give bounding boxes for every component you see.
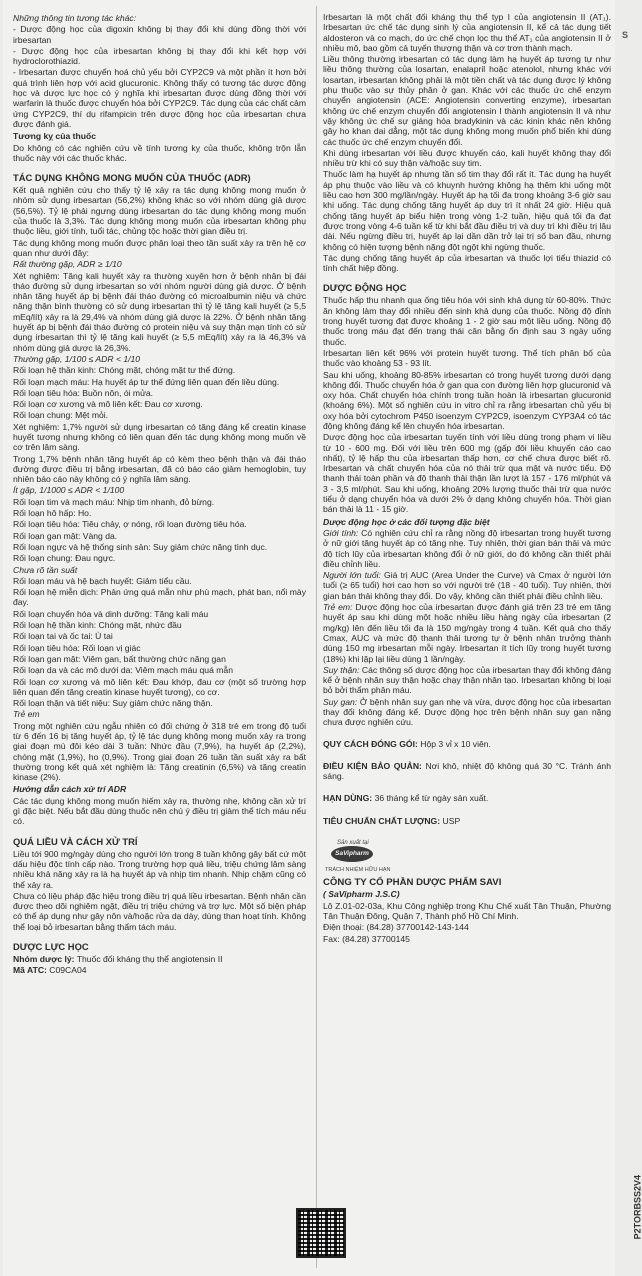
company-phone: Điện thoại: (84.28) 37700142-143-144 xyxy=(323,922,469,933)
pk-child-text: Dược động học của irbesartan được đánh giá trên 23 trẻ em tăng huyết áp sau khi dùng một hoặc nhiều liều hàng ngày của irbesartan (2 mg/kg) lên đến liều tối đa là 150 mg/ngày trong 4 tuần. Kết quả cho thấy Cmax, AUC và mức độ thanh thải tương tự ở bệnh nhân trưởng thành dùng 150 mg irbesartan mỗi ngày. Irbesartan ít tích lũy trong huyết tương (18%) khi lặp lại liều dùng 1 lần/ngày. xyxy=(323,602,612,664)
pd-group xyxy=(13,954,306,964)
rare-item: Rối loạn chuyển hóa và dinh dưỡng: Tăng kali máu xyxy=(13,608,209,619)
pd-group-value: Thuốc đối kháng thụ thể angiotensin II xyxy=(76,954,223,965)
pk-elder xyxy=(323,570,611,601)
pk-liver-text: Ở bệnh nhân suy gan nhẹ và vừa, dược động học của irbesartan thay đổi không đáng kể. Dược động học trên bệnh nhân suy gan nặng chưa được nghiên cứu. xyxy=(323,696,612,728)
pk-renal-label: Suy thận: xyxy=(323,664,360,675)
adr-freq: Tác dụng không mong muốn được phân loại theo tần suất xảy ra trên hệ cơ quan như dưới đây: xyxy=(13,237,306,258)
very-common-text: Xét nghiệm: Tăng kali huyết xảy ra thường xuyên hơn ở bệnh nhân bị đái tháo đường sử dụng irbesartan so với nhóm người dùng giả dược. Ở bệnh nhân tăng huyết áp bị bệnh đái tháo đường có microalbumin niệu và chức năng thận bình thường có sử dụng irbesartan thì tỷ lệ tăng kali huyết (≥ 5,5 mEq/lít) xảy ra là 29,4% và nhóm dùng giả dược là 22%. Ở bệnh nhân tăng huyết áp bị bệnh đái tháo đường có protein niệu và suy thận mạn tính có sử dụng irbesartan thì tỷ lệ tăng kali huyết (≥ 5,5 mEq/lít) xảy ra là 46,3% và nhóm dùng giả dược là 26,3%. xyxy=(13,270,306,353)
pk-elder-label: Người lớn tuổi: xyxy=(323,570,381,581)
incompat-text: Do không có các nghiên cứu về tính tương kỵ của thuốc, không trộn lẫn thuốc này với các thuốc khác. xyxy=(13,142,306,163)
uncommon-item: Rối loạn gan mật: Vàng da. xyxy=(13,530,118,541)
pk-sex-label: Giới tính: xyxy=(323,527,359,538)
packaging-value: Hộp 3 vỉ x 10 viên. xyxy=(420,738,491,749)
standard-label: TIÊU CHUẨN CHẤT LƯỢNG: xyxy=(323,815,441,826)
common-item: Trong 1,7% bệnh nhân tăng huyết áp có kèm theo bệnh thận và đái tháo đường được điều trị bằng irbesartan, đã có báo cáo giảm hemoglobin, tuy nhiên báo cáo này không có ý nghĩa lâm sàng. xyxy=(13,453,306,485)
rare-item: Rối loạn gan mật: Viêm gan, bất thường chức năng gan xyxy=(13,653,226,664)
interaction-item: - Dược động học của irbesartan không bị thay đổi khi kết hợp với hydroclorothiazid. xyxy=(13,45,306,67)
pk-text-4: Dược động học của irbesartan tuyến tính với liều dùng trong phạm vi liều từ 10 - 600 mg. Đối với liều trên 600 mg (gấp đôi liều khuyến cáo cao nhất), tỷ lệ hấp thu của irbesartan thấp hơn, cơ chế chưa được biết rõ. Irbesartan và chất chuyển hóa của nó thải trừ qua mật và nước tiểu. Độ thanh thải toàn phần và độ thanh thải thận lần lượt là 157 - 176 ml/phút và 3 - 3,5 ml/phút. Sau khi uống, khoảng 20% lượng thuốc thải trừ qua nước tiểu ở dạng chuyển hóa và dưới 2% ở dạng không chuyển hóa. Thời gian bán thải là 11 - 15 giờ. xyxy=(323,432,611,515)
packaging xyxy=(323,739,611,749)
leaflet-page xyxy=(3,0,615,1276)
common-item: Rối loạn hệ thần kinh: Chóng mặt, chóng mặt tư thế đứng. xyxy=(13,365,236,376)
overdose-text-1: Liều tới 900 mg/ngày dùng cho người lớn trong 8 tuần không gây bất cứ một dấu hiệu độc tính cấp nào. Trong trường hợp quá liều, triệu chứng lâm sàng nhiều khả năng xảy ra là hạ huyết áp và nhịp tim nhanh. Nhịp chậm cũng có thể xảy ra. xyxy=(13,848,306,890)
rare-item: Rối loạn thận và tiết niệu: Suy giảm chức năng thận. xyxy=(13,698,213,709)
overdose-text-2: Chưa có liệu pháp đặc hiệu trong điều trị quá liều irbesartan. Bệnh nhân cần được theo dõi nghiêm ngặt, điều trị triệu chứng và trợ lực. Một số biện pháp có thể áp dụng như gây nôn và/hoặc rửa dạ dày, dùng than hoạt tính. Không thể loại bỏ irbesartan bằng thẩm tách máu. xyxy=(13,890,306,932)
pk-text-3: Sau khi uống, khoảng 80-85% irbesartan có trong huyết tương dưới dạng không đổi. Thuốc chuyển hóa ở gan qua con đường liên hợp glucuronid và oxy hóa. Chất chuyển hóa chính trong tuần hoàn là irbesartan glucuronid (khoảng 6%). Một số nghiên cứu in vitro chỉ ra rằng irbesartan chủ yếu bị oxy hóa bởi cytochrom P450 isoenzym CYP2C9, isoenzym CYP3A4 có tác động không đáng kể lên chuyển hóa irbesartan. xyxy=(323,369,611,431)
expiry xyxy=(323,793,611,803)
product-info xyxy=(323,729,611,826)
expiry-label: HẠN DÙNG: xyxy=(323,793,373,804)
common-item: Xét nghiệm: 1,7% người sử dụng irbesartan có tăng đáng kể creatin kinase huyết tương nhưng không có liên quan đến tác dụng không mong muốn về cơ trên lâm sàng. xyxy=(13,421,306,453)
storage-label: ĐIỀU KIỆN BẢO QUẢN: xyxy=(323,760,422,771)
interaction-item: - Irbesartan được chuyển hoá chủ yếu bởi CYP2C9 và một phần ít hơn bởi quá trình liên hợp với acid glucuronic. Không thấy có tương tác dược động học và dược lực học có ý nghĩa khi irbesartan được dùng đồng thời với warfarin là thuốc được chuyển hóa bởi CYP2C9. Tác dụng của các chất cảm ứng CYP2C9, thí dụ rifampicin trên dược động học của irbesartan chưa được đánh giá. xyxy=(13,67,306,129)
pk-liver-label: Suy gan: xyxy=(323,696,358,707)
storage-value: Nơi khô, nhiệt độ không quá 30 °C. Tránh ánh sáng. xyxy=(323,760,611,782)
column-divider xyxy=(316,6,317,1268)
pk-liver xyxy=(323,697,611,728)
pd-atc-value: C09CA04 xyxy=(49,965,87,976)
very-common-heading: Rất thường gặp, ADR ≥ 1/10 xyxy=(13,259,122,270)
standard-value: USP xyxy=(442,815,461,826)
common-item: Rối loạn cơ xương và mô liên kết: Đau cơ xương. xyxy=(13,399,203,410)
children-text: Trong một nghiên cứu ngẫu nhiên có đối chứng ở 318 trẻ em trong độ tuổi từ 6 đến 16 bị tăng huyết áp, tỷ lệ tác dụng không mong muốn xảy ra trong giai đoạn mù đôi kéo dài 3 tuần: Nhức đầu (7,9%), hạ huyết áp (2,2%), chóng mặt (1,9%), ho (0,9%). Trong giai đoạn 26 tuần tần suất xảy ra bất thường trong kết quả xét nghiệm là: Tăng creatinin (6,5%) và tăng creatin kinase (2%). xyxy=(13,720,306,783)
pd-text-3: Khi dùng irbesartan với liều được khuyến cáo, kali huyết không thay đổi nhiều trừ khi có suy thận và/hoặc suy tim. xyxy=(323,147,611,169)
pk-renal-text: Các thông số dược động học của irbesartan thay đổi không đáng kể ở bệnh nhân suy thận hoặc chạy thận nhân tạo. Irbesartan không bị loại bỏ bởi thẩm phân máu. xyxy=(323,664,611,696)
rare-item: Rối loạn cơ xương và mô liên kết: Đau khớp, đau cơ (một số trường hợp liên quan đến tăng creatin kinase huyết tương), co cơ. xyxy=(13,676,306,697)
pk-text-1: Thuốc hấp thu nhanh qua ống tiêu hóa với sinh khả dụng từ 60-80%. Thức ăn không làm thay đổi nhiều đến sinh khả dụng của thuốc. Nồng độ đỉnh trong huyết tương đạt được khoảng 1 - 2 giờ sau một liều uống. Nồng độ thuốc trong máu đạt đến trạng thái cân bằng ổn định sau 3 ngày uống thuốc. xyxy=(323,295,611,347)
pk-sex xyxy=(323,528,611,569)
left-column xyxy=(13,12,306,1267)
print-code: P2TORBSS2V4 xyxy=(632,1175,642,1240)
uncommon-heading: Ít gặp, 1/1000 ≤ ADR < 1/100 xyxy=(13,485,125,496)
pd-group-label: Nhóm dược lý: xyxy=(13,954,75,965)
rare-item: Rối loạn tai và ốc tai: Ù tai xyxy=(13,631,113,642)
pk-text-2: Irbesartan liên kết 96% với protein huyết tương. Thể tích phân bố của thuốc vào khoảng 53 - 93 lít. xyxy=(323,347,611,369)
rare-item: Rối loạn hệ miễn dịch: Phản ứng quá mẫn như phù mạch, phát ban, nổi mày đay. xyxy=(13,587,306,608)
uncommon-item: Rối loạn ngực và hệ thống sinh sản: Suy giảm chức năng tình dục. xyxy=(13,541,268,552)
packaging-label: QUY CÁCH ĐÓNG GÓI: xyxy=(323,738,418,749)
incompat-title: Tương kỵ của thuốc xyxy=(13,131,97,142)
adr-title: TÁC DỤNG KHÔNG MONG MUỐN CỦA THUỐC (ADR) xyxy=(13,172,251,184)
common-heading: Thường gặp, 1/100 ≤ ADR < 1/10 xyxy=(13,353,141,364)
pk-child-label: Trẻ em: xyxy=(323,602,353,613)
pk-sex-text: Có nghiên cứu chỉ ra rằng nồng độ irbesartan trong huyết tương ở nữ giới tăng huyết áp có tăng nhẹ. Tuy nhiên, thời gian bán thải và mức độ tích lũy của irbesartan không đổi ở nữ giới, do đó không cần thiết phải điều chỉnh liều. xyxy=(323,527,611,569)
logo-subcaption: TRÁCH NHIỆM HỮU HẠN xyxy=(325,867,391,874)
uncommon-item: Rối loạn hô hấp: Ho. xyxy=(13,508,92,519)
pd-text-4: Thuốc làm hạ huyết áp nhưng tần số tim thay đổi rất ít. Tác dụng hạ huyết áp phụ thuộc vào liều và có khuynh hướng không hạ thêm khi uống một liều cao hơn 300 mg/lần/ngày. Huyết áp hạ tối đa trong khoảng 3-6 giờ sau khi uống. Tác dụng chống tăng huyết áp duy trì ít nhất 24 giờ. Hiệu quả chống tăng huyết áp biểu hiện trong vòng 1-2 tuần, hiệu quả tối đa đạt được trong vòng 4-6 tuần kể từ khi bắt đầu điều trị và duy trì khi điều trị lâu dài. Nếu ngừng điều trị, huyết áp lại dần dần trở lại trị số ban đầu, nhưng không có hiện tượng bệnh nặng đột ngột khi ngừng thuốc. xyxy=(323,169,611,252)
common-item: Rối loạn chung: Mệt mỏi. xyxy=(13,410,109,421)
company-short-name: ( SaVipharm J.S.C) xyxy=(323,889,400,900)
pk-title: DƯỢC ĐỘNG HỌC xyxy=(323,282,407,294)
interaction-item: - Dược động học của digoxin không bị thay đổi khi dùng đồng thời với irbesartan xyxy=(13,24,306,45)
edge-mark: S xyxy=(621,30,628,40)
pk-elder-text: Giá trị AUC (Area Under the Curve) và Cmax ở người lớn tuổi (≥ 65 tuổi) hơi cao hơn so với người trẻ (18 - 40 tuổi). Tuy nhiên, thời gian bán thải không thay đổi. Do vậy, không cần thiết phải điều chỉnh liều. xyxy=(323,570,611,601)
adr-guide-text: Các tác dụng không mong muốn hiếm xảy ra, thường nhẹ, không cần xử trí gì đặc biệt. Nếu bắt đầu dùng thuốc nên chú ý điều trị giảm thể tích máu nếu có. xyxy=(13,795,306,827)
pd-atc-label: Mã ATC: xyxy=(13,965,47,976)
common-item: Rối loạn tiêu hóa: Buồn nôn, ói mửa. xyxy=(13,387,154,398)
rare-item: Rối loạn tiêu hóa: Rối loạn vị giác xyxy=(13,642,141,653)
uncommon-item: Rối loạn tiêu hóa: Tiêu chảy, ợ nóng, rối loạn đường tiêu hóa. xyxy=(13,519,247,530)
storage xyxy=(323,761,611,782)
pd-text-2: Liều thông thường irbesartan có tác dụng làm hạ huyết áp tương tự như liều thông thường của losartan, enalapril hoặc atenolol, nhưng khác với losartan, irbesartan không phải là một tiền chất và tác dụng được lý không phụ thuộc vào sự thủy phân ở gan. Khác với các thuốc ức chế enzym chuyển angiotensin (ACE: Angiotensin converting enzyme), irbesartan không ức chế enzym chuyển đổi angiotensin I thành angiotensin II và như vậy không ức chế sự giáng hóa bradykinin và các kinin khác nên không gây ho khan dai dẳng, một tác dụng không mong muốn phổ biến khi dùng các thuốc ức chế enzym chuyển đổi. xyxy=(323,54,611,147)
savipharm-logo-icon: SaVipharm xyxy=(331,846,373,862)
adr-guide-heading: Hướng dẫn cách xử trí ADR xyxy=(13,784,127,795)
right-column xyxy=(323,12,611,1267)
common-item: Rối loạn mạch máu: Hạ huyết áp tư thế đứng liên quan đến liều dùng. xyxy=(13,376,280,387)
pd-text-1: Irbesartan là một chất đối kháng thụ thể typ I của angiotensin II (AT₁). Irbesartan ức chế tác dụng sinh lý của angiotensin II, kể cả tác dụng tiết aldosteron và co mạch, do ức chế chọn lọc thụ thể AT₁ của angiotensin II ở nhiều mô, bao gồm cả tuyến thượng thận và cơ trơn thành mạch. xyxy=(323,12,611,53)
manufacturer-logo xyxy=(323,838,611,878)
quality-standard xyxy=(323,816,611,826)
uncommon-item: Rối loạn tim và mạch máu: Nhịp tim nhanh, đỏ bừng. xyxy=(13,496,215,507)
pd-atc xyxy=(13,965,306,975)
children-heading: Trẻ em xyxy=(13,709,40,720)
rare-item: Rối loạn máu và hệ bạch huyết: Giảm tiểu cầu. xyxy=(13,575,192,586)
qr-code-icon xyxy=(298,1210,344,1256)
pd-title: DƯỢC LỰC HỌC xyxy=(13,941,89,953)
pk-special-title: Dược động học ở các đối tượng đặc biệt xyxy=(323,516,490,527)
interactions-title: Những thông tin tương tác khác: xyxy=(13,13,137,23)
company-address: Lô Z.01-02-03a, Khu Công nghiệp trong Khu Chế xuất Tân Thuận, Phường Tân Thuận Đông, Quận 7, Thành phố Hồ Chí Minh. xyxy=(323,900,611,921)
uncommon-item: Rối loạn chung: Đau ngực. xyxy=(13,553,116,564)
pd-text-5: Tác dụng chống tăng huyết áp của irbesartan và thuốc lợi tiểu thiazid có tính chất hiệp đồng. xyxy=(323,252,611,274)
rare-item: Rối loạn da và các mô dưới da: Viêm mạch máu quá mẫn xyxy=(13,665,233,676)
company-name: CÔNG TY CỔ PHẦN DƯỢC PHẨM SAVI xyxy=(323,877,502,889)
adr-intro: Kết quả nghiên cứu cho thấy tỷ lệ xảy ra tác dụng không mong muốn ở nhóm sử dụng irbesartan (56,2%) không khác so với nhóm dùng giả dược (56,5%). Tỷ lệ phải ngưng dùng irbesartan do tác dụng không mong muốn của thuốc là 3,3%. Tác dụng không mong muốn của irbesartan không phụ thuộc liều, giới tính, tuổi tác, chủng tộc hoặc thời gian điều trị. xyxy=(13,185,306,237)
expiry-value: 36 tháng kể từ ngày sản xuất. xyxy=(374,793,489,804)
company-fax: Fax: (84.28) 37700145 xyxy=(323,933,410,944)
rare-heading: Chưa rõ tần suất xyxy=(13,564,78,575)
overdose-title: QUÁ LIỀU VÀ CÁCH XỬ TRÍ xyxy=(13,835,138,847)
rare-item: Rối loạn hệ thần kinh: Chóng mặt, nhức đầu xyxy=(13,620,182,631)
pk-renal xyxy=(323,665,611,696)
logo-caption: Sản xuất tại xyxy=(337,840,369,847)
pk-child xyxy=(323,602,611,664)
